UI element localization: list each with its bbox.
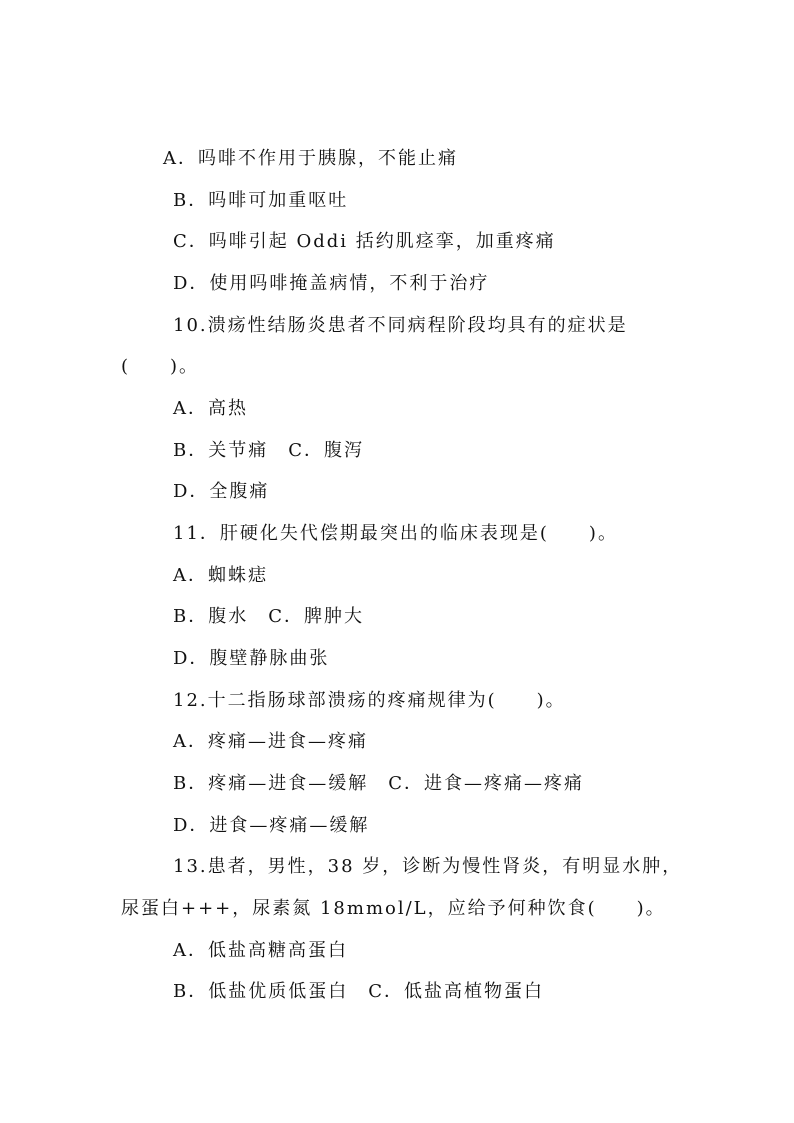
option-a-q10: A．高热 bbox=[173, 398, 248, 419]
option-d-q9: D．使用吗啡掩盖病情，不利于治疗 bbox=[173, 273, 490, 294]
option-d-q10: D．全腹痛 bbox=[173, 481, 270, 502]
question-13-cont: 尿蛋白+++，尿素氮 18mmol/L，应给予何种饮食( )。 bbox=[121, 898, 666, 919]
option-bc-q11: B．腹水 C．脾肿大 bbox=[173, 606, 364, 627]
option-bc-q12: B．疼痛—进食—缓解 C．进食—疼痛—疼痛 bbox=[173, 773, 584, 794]
question-10: 10.溃疡性结肠炎患者不同病程阶段均具有的症状是 bbox=[173, 315, 628, 336]
question-12: 12.十二指肠球部溃疡的疼痛规律为( )。 bbox=[173, 690, 566, 711]
option-a-q13: A．低盐高糖高蛋白 bbox=[173, 940, 348, 961]
option-bc-q10: B．关节痛 C．腹泻 bbox=[173, 440, 364, 461]
option-d-q11: D．腹壁静脉曲张 bbox=[173, 648, 330, 669]
option-a-q9: A．吗啡不作用于胰腺，不能止痛 bbox=[163, 148, 458, 169]
question-13: 13.患者，男性，38 岁，诊断为慢性肾炎，有明显水肿， bbox=[173, 856, 683, 877]
option-c-q9: C．吗啡引起 Oddi 括约肌痉挛，加重疼痛 bbox=[173, 231, 556, 252]
question-11: 11．肝硬化失代偿期最突出的临床表现是( )。 bbox=[173, 523, 618, 544]
option-a-q11: A．蜘蛛痣 bbox=[173, 565, 268, 586]
option-bc-q13: B．低盐优质低蛋白 C．低盐高植物蛋白 bbox=[173, 981, 544, 1002]
option-d-q12: D．进食—疼痛—缓解 bbox=[173, 815, 370, 836]
option-b-q9: B．吗啡可加重呕吐 bbox=[173, 190, 349, 211]
option-a-q12: A．疼痛—进食—疼痛 bbox=[173, 731, 368, 752]
question-10-cont: ( )。 bbox=[121, 356, 200, 377]
